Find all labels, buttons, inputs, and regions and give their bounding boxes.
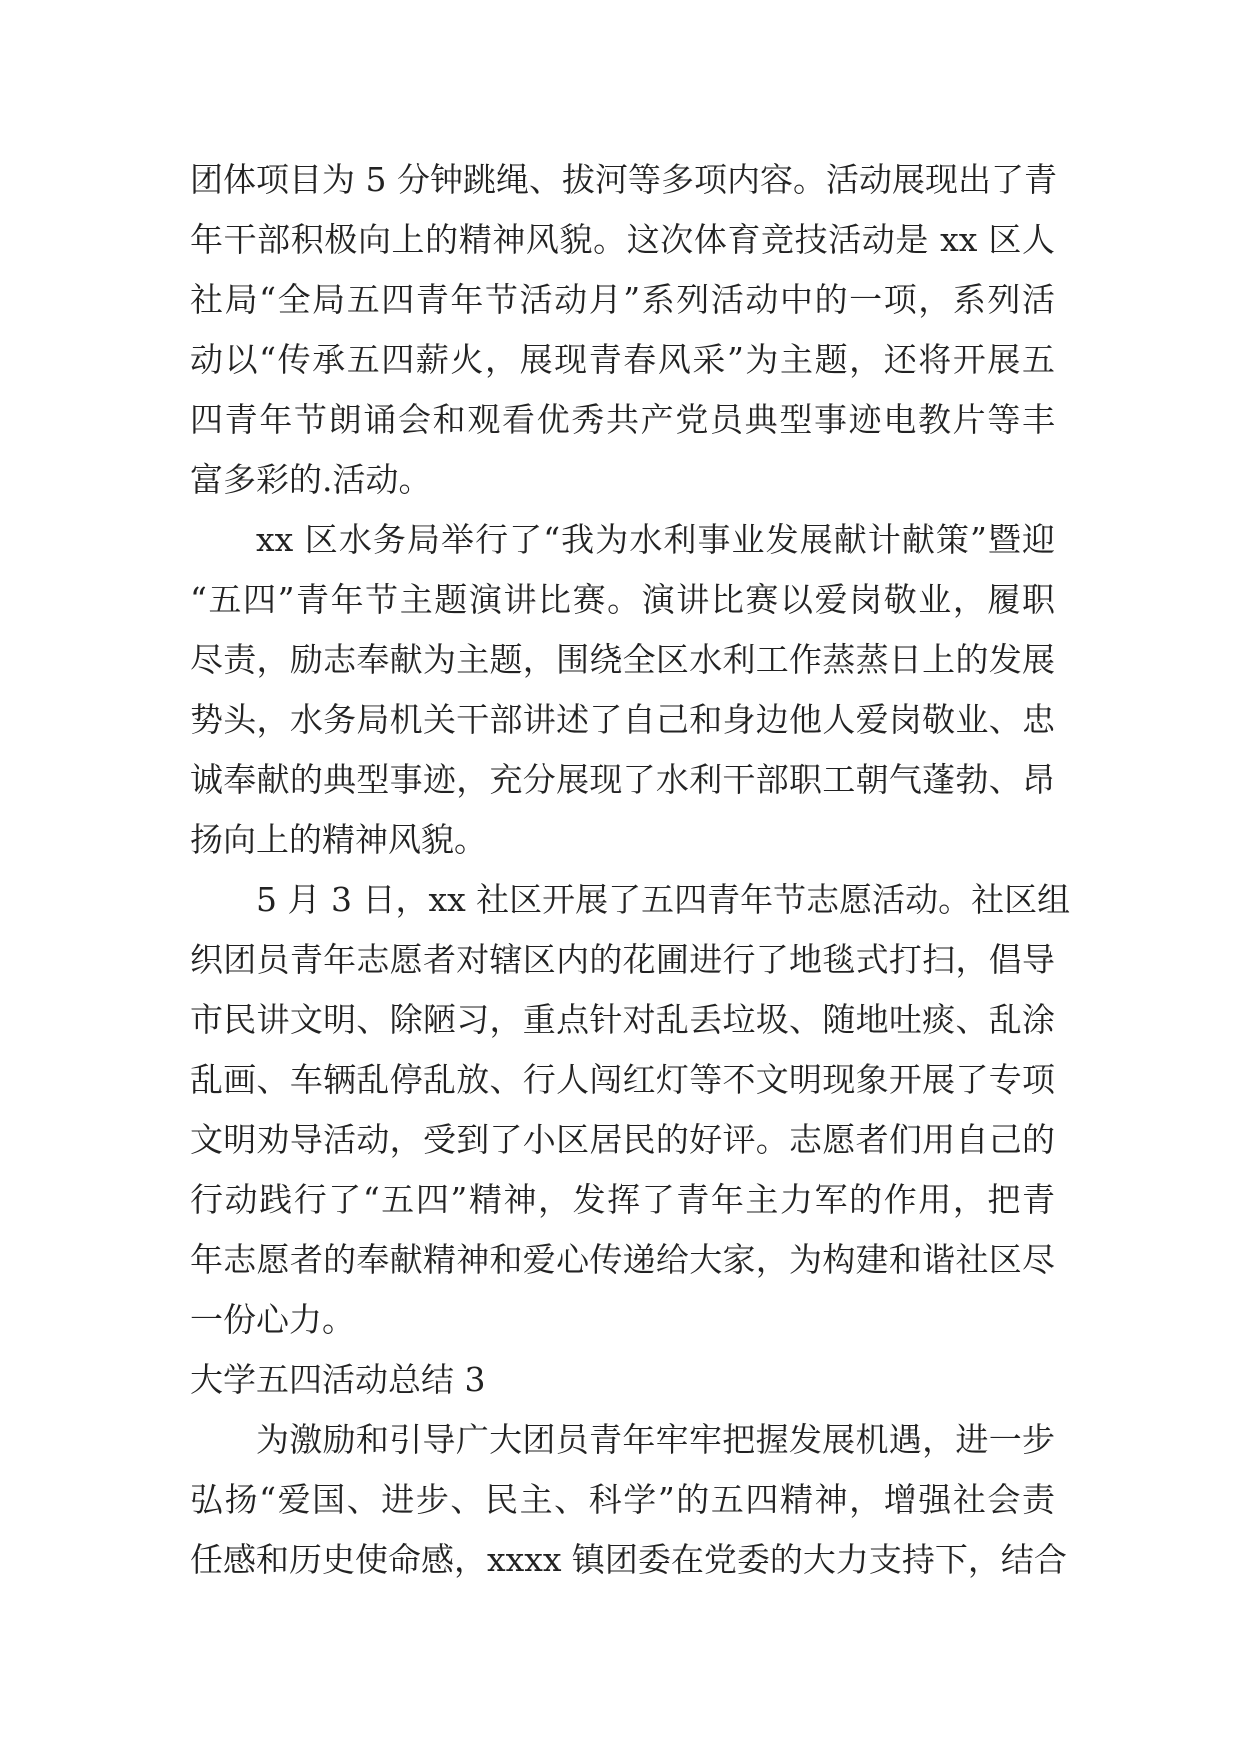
document-body	[190, 150, 1071, 1590]
text-line: xx 区水务局举行了“我为水利事业发展献计献策”暨迎	[256, 520, 1055, 559]
text-line: 为激励和引导广大团员青年牢牢把握发展机遇，进一步	[256, 1420, 1055, 1459]
paragraph-1	[190, 150, 1055, 510]
text-line: 任感和历史使命感，xxxx 镇团委在党委的大力支持下，结合	[190, 1540, 1067, 1579]
text-line: 市民讲文明、除陋习，重点针对乱丢垃圾、随地吐痰、乱涂	[190, 1000, 1055, 1039]
text-line: 弘扬“爱国、进步、民主、科学”的五四精神，增强社会责	[190, 1480, 1055, 1519]
text-line: 势头，水务局机关干部讲述了自己和身边他人爱岗敬业、忠	[190, 700, 1055, 739]
text-line: 5 月 3 日，xx 社区开展了五四青年节志愿活动。社区组	[256, 880, 1071, 919]
text-line: 扬向上的精神风貌。	[190, 820, 487, 859]
section-heading: 大学五四活动总结 3	[190, 1360, 486, 1399]
text-line: 社局“全局五四青年节活动月”系列活动中的一项，系列活	[190, 280, 1055, 319]
text-line: 四青年节朗诵会和观看优秀共产党员典型事迹电教片等丰	[190, 400, 1055, 439]
text-line: 行动践行了“五四”精神，发挥了青年主力军的作用，把青	[190, 1180, 1055, 1219]
text-line: 文明劝导活动，受到了小区居民的好评。志愿者们用自己的	[190, 1120, 1055, 1159]
text-line: 年干部积极向上的精神风貌。这次体育竞技活动是 xx 区人	[190, 220, 1055, 259]
text-line: 富多彩的.活动。	[190, 460, 432, 499]
text-line: 年志愿者的奉献精神和爱心传递给大家，为构建和谐社区尽	[190, 1240, 1055, 1279]
text-line: “五四”青年节主题演讲比赛。演讲比赛以爱岗敬业，履职	[190, 580, 1055, 619]
text-line: 乱画、车辆乱停乱放、行人闯红灯等不文明现象开展了专项	[190, 1060, 1055, 1099]
text-line: 动以“传承五四薪火，展现青春风采”为主题，还将开展五	[190, 340, 1055, 379]
text-line: 尽责，励志奉献为主题，围绕全区水利工作蒸蒸日上的发展	[190, 640, 1055, 679]
text-line: 一份心力。	[190, 1300, 355, 1339]
text-line: 织团员青年志愿者对辖区内的花圃进行了地毯式打扫，倡导	[190, 940, 1055, 979]
text-line: 诚奉献的典型事迹，充分展现了水利干部职工朝气蓬勃、昂	[190, 760, 1055, 799]
paragraph-3	[190, 870, 1071, 1350]
paragraph-4	[190, 1410, 1067, 1590]
text-line: 团体项目为 5 分钟跳绳、拔河等多项内容。活动展现出了青	[190, 160, 1057, 199]
paragraph-2	[190, 510, 1055, 870]
